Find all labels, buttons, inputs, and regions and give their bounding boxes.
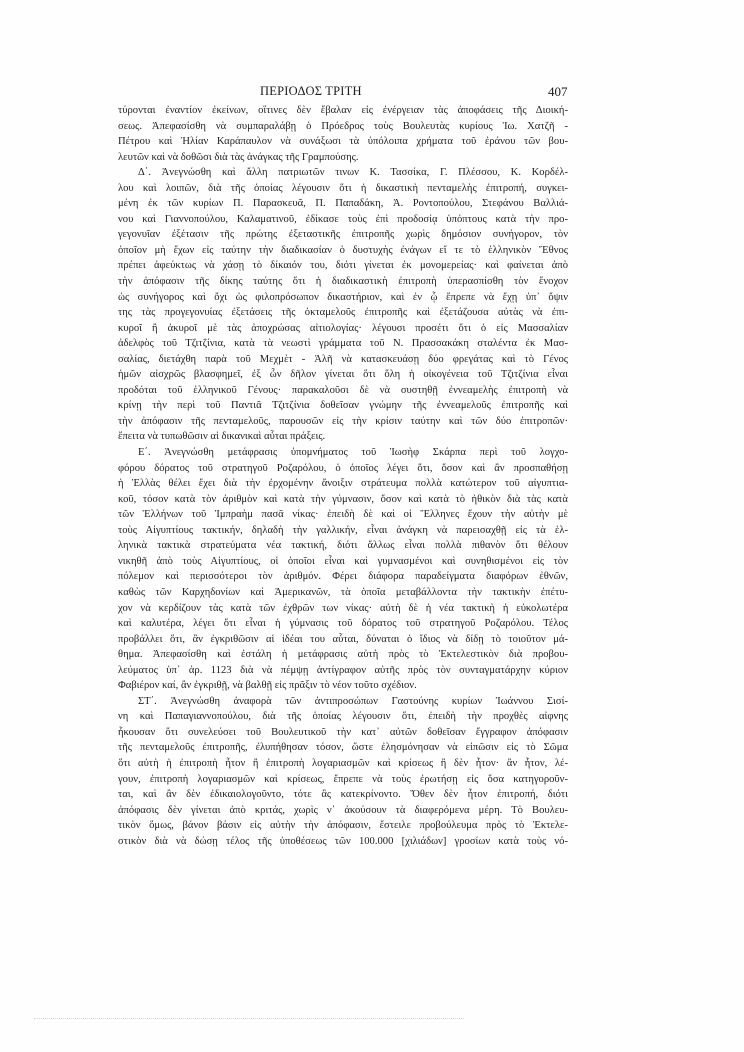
text-line: προβάλλει ὅτι, ἂν ἐγκριθῶσιν αἱ ἰδέαι του αὗται, δύναται ὁ ἴδιος νὰ δίδῃ τὸ τοιοῦτον μά- — [118, 633, 568, 645]
text-line: ἦκουσαν ὅτι συνελεύσει τοῦ Βουλευτικοῦ τὴν κατ᾽ αὐτῶν δοθεῖσαν ἔγγραφον ἀπόφασιν — [118, 726, 568, 738]
text-line: Πέτρου καὶ Ἠλίαν Καράπαυλον νὰ συνάξωσι τὰ ὑπόλοιπα χρήματα τοῦ ἐράνου τῶν βου- — [118, 136, 568, 148]
running-head: ΠΕΡΙΟΔΟΣ ΤΡΙΤΗ — [260, 84, 362, 98]
text-line: Φαβιέρον καί, ἂν ἐγκριθῇ, νὰ βαλθῇ εἰς πρᾶξιν τὸ νέον τοῦτο σχέδιον. — [118, 680, 417, 692]
text-line: καθὼς τῶν Καρχηδονίων καὶ Ἀμερικανῶν, τὰ ὁποῖα μεταβάλλοντα τὴν τακτικὴν ἐπέτυ- — [118, 586, 568, 598]
page-header — [0, 84, 744, 104]
text-line: κυροῖ ἢ ἀκυροῖ μὲ τὰς ἀποχρώσας αἰτιολογίας· λέγουσι προσέτι ὅτι ὁ εἰς Μασσαλίαν — [118, 322, 568, 334]
text-line: κοῦ, τόσον κατὰ τὸν ἀριθμὸν καὶ κατὰ τὴν γύμνασιν, ὅσον καὶ κατὰ τὸ ἠθικὸν διὰ τὰς κατὰ — [118, 493, 568, 505]
text-line: κρίνῃ τὴν περὶ τοῦ Παντιᾶ Τζιτζίνια δοθεῖσαν γνώμην τῆς ἐννεαμελοῦς ἐπιτροπῆς καὶ — [118, 400, 568, 412]
text-line: νικηθῆ ἀπὸ τοὺς Αἰγυπτίους, οἱ ὁποῖοι εἶναι καὶ γυμνασμένοι καὶ συνηθισμένοι εἰς τὸν — [118, 555, 568, 567]
text-line: ἀπόφασις δὲν γίνεται ἀπὸ κριτάς, χωρὶς ν᾽ ἀκούσουν τὰ διαφερόμενα μέρη. Τὸ Βουλευ- — [118, 804, 568, 816]
text-line: Ε΄. Ἀνεγνώσθη μετάφρασις ὑπομνήματος τοῦ Ἰωσὴφ Σκάρπα περὶ τοῦ λογχο- — [138, 447, 568, 459]
text-line: ἀδελφὸς τοῦ Τζιτζίνια, κατὰ τὰ νεωστὶ γράμματα τοῦ Ν. Πρασσακάκη σταλέντα ἐκ Μασ- — [118, 338, 568, 350]
text-line: ἡμῶν αἰσχρῶς βλασφημεῖ, ἐξ ὧν δῆλον γίνεται ὅτι ὅλη ἡ οἰκογένεια τοῦ Τζιτζίνια εἶναι — [118, 369, 568, 381]
text-line: τοὺς Αἰγυπτίους τακτικήν, δηλαδὴ τὴν γαλλικήν, εἶναι ἀνάγκη νὰ παρεισαχθῇ εἰς τὰ ἑλ- — [118, 524, 568, 536]
text-line: γουν, ἐπιτροπὴ λογαριασμῶν καὶ κρίσεως, ἔπρεπε νὰ τοὺς ἐρωτήσῃ εἰς ὅσα κατηγοροῦν- — [118, 773, 568, 785]
text-line: καὶ καλυτέρα, λέγει ὅτι εἶναι ἡ γύμνασις τοῦ δόρατος τοῦ στρατηγοῦ Ροζαρόλου. Τέλος — [118, 618, 568, 630]
text-line: τικὸν ὅμως, βάνον βάσιν εἰς αὐτὴν τὴν ἀπόφασιν, ἔστειλε προβούλευμα πρὸς τὸ Ἐκτελε- — [118, 820, 568, 832]
text-line: τὴν ἀπόφασιν τῆς δίκης ταύτης ὅτι ἡ διαδικαστικὴ ἐπιτροπὴ ὑπερασπίσθη τὸν ἔνοχον — [118, 276, 568, 288]
footer-scan-marks — [34, 1018, 464, 1022]
text-line: γεγονυῖαν ἐξέτασιν τῆς πρώτης ἐξεταστικῆς ἐπιτροπῆς χωρὶς δημόσιον συνήγορον, τὸν — [118, 229, 568, 241]
text-line: ὡς συνήγορος καὶ ὄχι ὡς φιλοπρόσωπον δικαστήριον, καὶ ἐν ᾧ ἔπρεπε νὰ ἔχῃ ὑπ᾽ ὄψιν — [118, 291, 568, 303]
text-line: ἔπειτα νὰ τυπωθῶσιν αἱ δικανικαὶ αὗται πράξεις. — [118, 431, 326, 443]
text-line: τύρονται ἐναντίον ἐκείνων, οἵτινες δὲν ἔβαλαν εἰς ἐνέργειαν τὰς ἀποφάσεις τῆς Διοική- — [118, 105, 568, 116]
text-line: τῆς πενταμελοῦς ἐπιτροπῆς, ἐλυπήθησαν τόσον, ὥστε ἐλησμόνησαν νὰ εἰπῶσιν εἰς τὸ Σῶμα — [118, 742, 568, 754]
text-line: σαλίας, διετάχθη παρὰ τοῦ Μεχμὲτ - Ἀλῆ νὰ κατασκευάσῃ δύο φρεγάτας καὶ τὸ Γένος — [118, 353, 568, 365]
text-line: προδόται τοῦ ἑλληνικοῦ Γένους· παρακαλοῦσι δὲ νὰ συστηθῇ ἐννεαμελὴς ἐπιτροπὴ νὰ — [118, 384, 568, 396]
text-line: ται, καὶ ἂν δὲν ἐδικαιολογοῦντο, τότε ἂς κατεκρίνοντο. Ὅθεν δὲν ἦτον ἐπιτροπή, διότι — [118, 789, 568, 801]
text-line: Δ΄. Ἀνεγνώσθη καὶ ἄλλη πατριωτῶν τινων Κ. Τασσίκα, Γ. Πλέσσου, Κ. Κορδέλ- — [138, 167, 568, 179]
text-line: λευτῶν καὶ νὰ δοθῶσι διὰ τὰς ἀνάγκας τῆς Γραμπούσης. — [118, 151, 359, 163]
text-line: φόρου δόρατος τοῦ στρατηγοῦ Ροζαρόλου, ὁ ὁποῖος λέγει ὅτι, ὅσον καὶ ἂν προσπαθήσῃ — [118, 462, 568, 474]
text-line: τὴν ἀπόφασιν τῆς πενταμελοῦς, παρουσῶν εἰς τὴν κρίσιν ταύτην καὶ τῶν δύο ἐπιτροπῶν· — [118, 415, 568, 427]
text-line: χον νὰ κερδίζουν τὰς κατὰ τῶν ἐχθρῶν των νίκας· αὐτὴ δὲ ἡ νέα τακτικὴ ἡ εὐκολωτέρα — [118, 602, 568, 614]
text-line: λεύματος ὑπ᾽ ἀρ. 1123 διὰ νὰ πέμψῃ ἀντίγραφον αὐτῆς πρὸς τὸν συνταγματάρχην κύριον — [118, 664, 568, 676]
text-line: πρέπει ἀφεύκτως νὰ χάσῃ τὸ δίκαιόν του, διότι γίνεται ἐκ μονομερείας· καὶ φαίνεται ἀπὸ — [118, 260, 568, 272]
text-line: ληνικὰ τακτικὰ στρατεύματα νέα τακτική, διότι ἄλλως εἶναι πολλὰ πιθανὸν ὅτι θέλουν — [118, 540, 568, 552]
text-line: ΣΤ΄. Ἀνεγνώσθη ἀναφορὰ τῶν ἀντιπροσώπων Γαστούνης κυρίων Ἰωάννου Σισί- — [138, 695, 568, 707]
body-text — [118, 103, 568, 849]
text-line: σεως. Ἀπεφασίσθη νὰ συμπαραλάβῃ ὁ Πρόεδρος τοὺς Βουλευτὰς κυρίους Ἰω. Χατζῆ - — [118, 120, 568, 132]
text-line: τῶν Ἑλλήνων τοῦ Ἰμπραὴμ πασᾶ νίκας· ἐπειδὴ δὲ καὶ οἱ Ἕλληνες ἔχουν τὴν αὐτὴν μὲ — [118, 509, 568, 521]
text-line: νου καὶ Γιαννοπούλου, Καλαματινοῦ, ἐδίκασε τοὺς ἐπὶ προδοσίᾳ ὑπόπτους κατὰ τὴν προ- — [118, 213, 568, 225]
text-line: πόλεμον καὶ περισσότεροι τὸν ἀριθμόν. Φέρει διάφορα παραδείγματα διαφόρων ἐθνῶν, — [118, 571, 568, 583]
text-line: ὅτι αὐτὴ ἡ ἐπιτροπὴ ἦτον ἢ ἐπιτροπὴ λογαριασμῶν καὶ κρίσεως ἢ δὲν ἦτον· ἂν ἦτον, λέ- — [118, 757, 568, 769]
page-number: 407 — [548, 84, 568, 99]
text-line: στικὸν διὰ νὰ δώσῃ τέλος τῆς ὑποθέσεως τῶν 100.000 [χιλιάδων] γροσίων κατὰ τοὺς νό- — [118, 835, 568, 847]
text-line: μένη ἐκ τῶν κυρίων Π. Παρασκευᾶ, Π. Παπαδάκη, Ἀ. Ροντοπούλου, Στεφάνου Βαλλιά- — [118, 198, 568, 210]
text-line: νη καὶ Παπαγιαννοπούλου, διὰ τῆς ὁποίας λέγουσιν ὅτι, ἐπειδὴ τὴν προχθὲς αἰφνης — [118, 711, 568, 723]
text-line: ὁποῖον μὴ ἔχων εἰς ταύτην τὴν διαδικασίαν ὁ δυστυχὴς ἐνάγων εἴ τε τὸ ἑλληνικὸν Ἔθνος — [118, 244, 568, 256]
text-line: λου καὶ λοιπῶν, διὰ τῆς ὁποίας λέγουσιν ὅτι ἡ δικαστικὴ πενταμελὴς ἐπιτροπή, συγκει- — [118, 182, 568, 194]
text-line: ἡ Ἑλλὰς θέλει ἔχει διὰ τὴν ἐρχομένην ἄνοιξιν στράτευμα πολλὰ κατώτερον τοῦ αἰγυπτια- — [118, 478, 568, 490]
text-line: της τὰς προγεγονυίας ἐξετάσεις τῆς ὀκταμελοῦς ἐπιτροπῆς καὶ ἐξετάζουσα αὐτὰς νὰ ἐπι- — [118, 307, 568, 319]
text-line: θημα. Ἀπεφασίσθη καὶ ἐστάλη ἡ μετάφρασις αὐτὴ πρὸς τὸ Ἐκτελεστικὸν διὰ προβου- — [118, 649, 568, 661]
